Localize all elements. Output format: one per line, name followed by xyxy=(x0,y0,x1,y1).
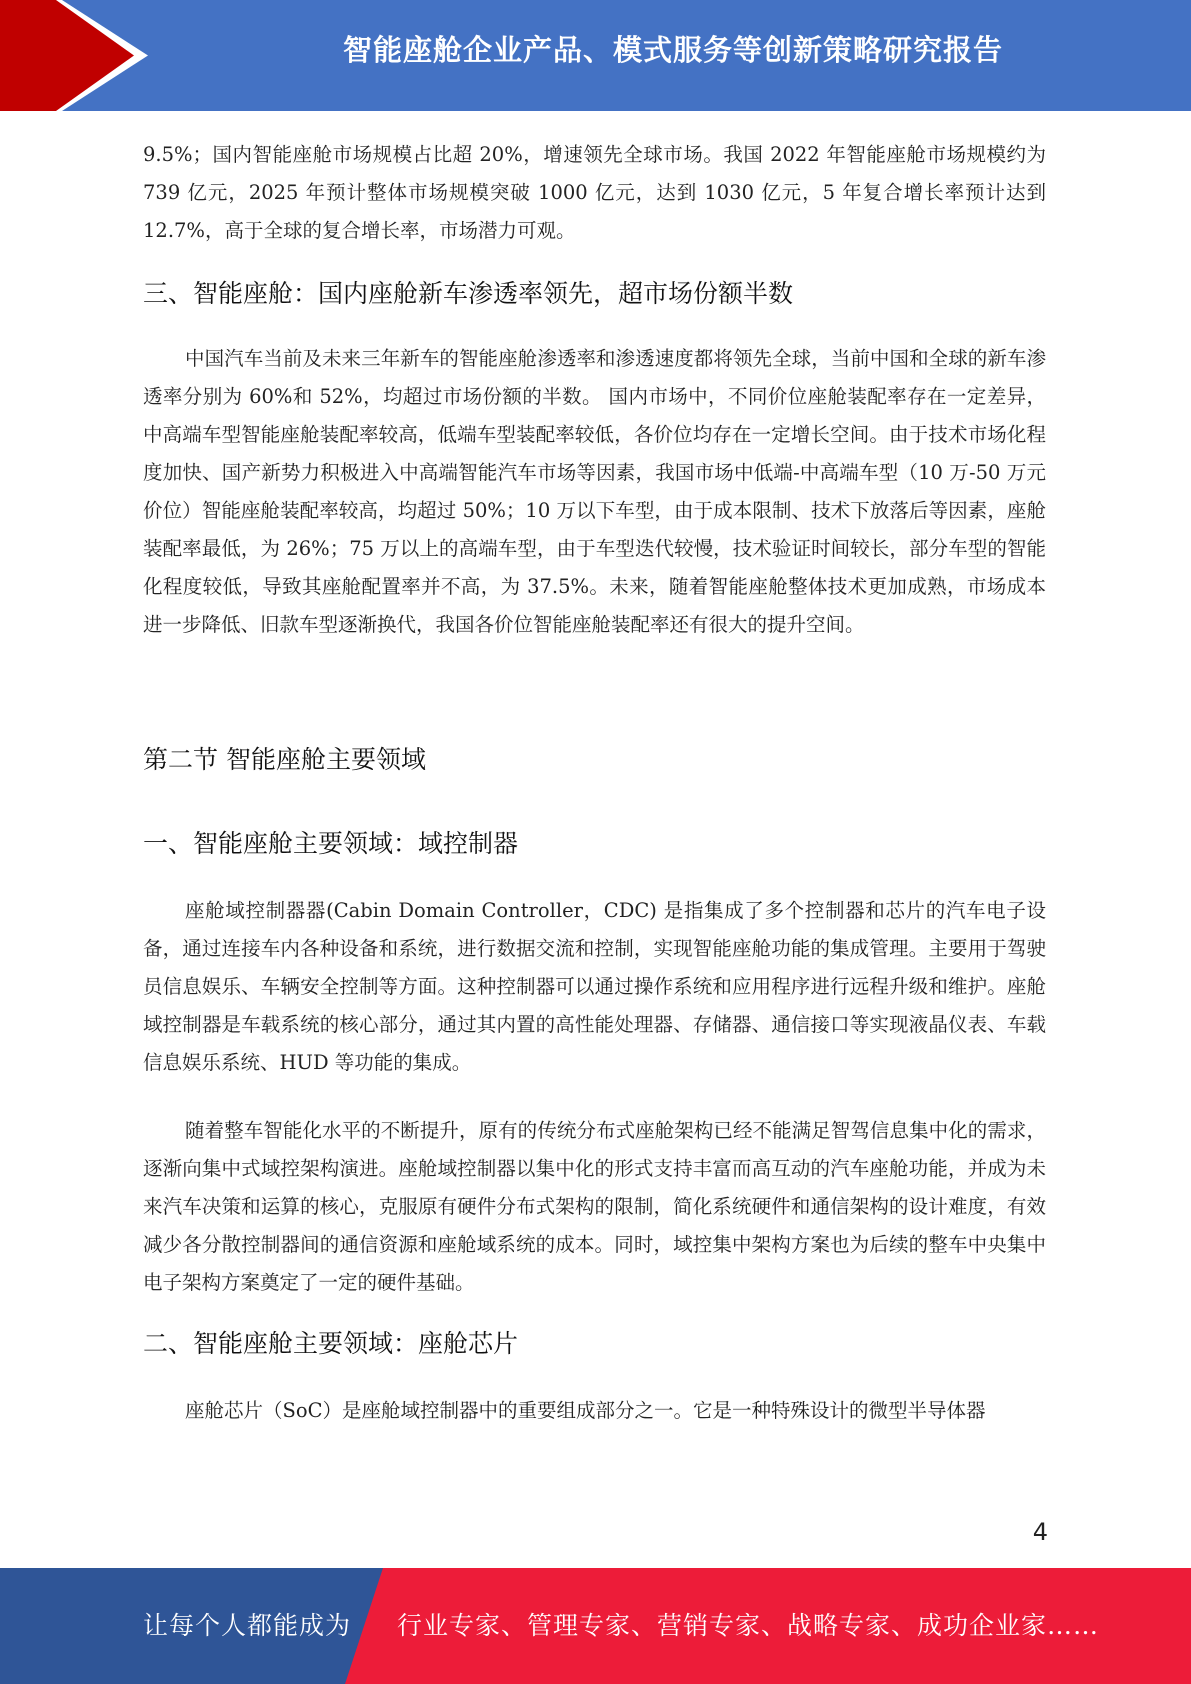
chevron-arrow-icon xyxy=(0,0,160,111)
paragraph-penetration: 中国汽车当前及未来三年新车的智能座舱渗透率和渗透速度都将领先全球，当前中国和全球的新车渗透率分别为 60%和 52%，均超过市场份额的半数。 国内市场中，不同价位座舱装配率存在一定差异，中高端车型智能座舱装配率较高，低端车型装配率较低，各价位均存在一定增长空间。由于技术市场化程度加快、国产新势力积极进入中高端智能汽车市场等因素，我国市场中低端-中高端车型（10 万-50 万元价位）智能座舱装配率较高，均超过 50%；10 万以下车型，由于成本限制、技术下放落后等因素，座舱装配率最低，为 26%；75 万以上的高端车型，由于车型迭代较慢，技术验证时间较长，部分车型的智能化程度较低，导致其座舱配置率并不高，为 37.5%。未来，随着智能座舱整体技术更加成熟，市场成本进一步降低、旧款车型逐渐换代，我国各价位智能座舱装配率还有很大的提升空间。 xyxy=(143,347,1046,636)
heading-penetration: 三、智能座舱：国内座舱新车渗透率领先，超市场份额半数 xyxy=(143,279,794,308)
report-title: 智能座舱企业产品、模式服务等创新策略研究报告 xyxy=(342,33,1003,67)
footer-slogan-lead: 让每个人都能成为 xyxy=(143,1611,352,1640)
heading-cockpit-chip: 二、智能座舱主要领域：座舱芯片 xyxy=(143,1329,519,1358)
page-footer xyxy=(0,1568,1191,1684)
paragraph-market-size: 9.5%；国内智能座舱市场规模占比超 20%，增速领先全球市场。我国 2022 年智能座舱市场规模约为 739 亿元，2025 年预计整体市场规模突破 1000 亿元，达到 1030 亿元，5 年复合增长率预计达到 12.7%，高于全球的复合增长率，市场潜力可观。 xyxy=(143,143,1046,242)
page-header xyxy=(0,0,1191,111)
document-body xyxy=(143,136,1046,1430)
section-title: 第二节 智能座舱主要领域 xyxy=(143,745,426,774)
heading-domain-controller: 一、智能座舱主要领域：域控制器 xyxy=(143,829,519,858)
footer-slogan-roles: 行业专家、管理专家、营销专家、战略专家、成功企业家…… xyxy=(397,1611,1100,1640)
paragraph-soc: 座舱芯片（SoC）是座舱域控制器中的重要组成部分之一。它是一种特殊设计的微型半导体器 xyxy=(185,1399,986,1422)
paragraph-cdc-evolution: 随着整车智能化水平的不断提升，原有的传统分布式座舱架构已经不能满足智驾信息集中化的需求，逐渐向集中式域控架构演进。座舱域控制器以集中化的形式支持丰富而高互动的汽车座舱功能，并成为未来汽车决策和运算的核心，克服原有硬件分布式架构的限制，简化系统硬件和通信架构的设计难度，有效减少各分散控制器间的通信资源和座舱域系统的成本。同时，域控集中架构方案也为后续的整车中央集中电子架构方案奠定了一定的硬件基础。 xyxy=(143,1119,1046,1294)
page-number: 4 xyxy=(1032,1518,1048,1546)
paragraph-cdc-definition: 座舱域控制器器(Cabin Domain Controller，CDC) 是指集成了多个控制器和芯片的汽车电子设备，通过连接车内各种设备和系统，进行数据交流和控制，实现智能座舱功能的集成管理。主要用于驾驶员信息娱乐、车辆安全控制等方面。这种控制器可以通过操作系统和应用程序进行远程升级和维护。座舱域控制器是车载系统的核心部分，通过其内置的高性能处理器、存储器、通信接口等实现液晶仪表、车载信息娱乐系统、HUD 等功能的集成。 xyxy=(143,899,1046,1074)
